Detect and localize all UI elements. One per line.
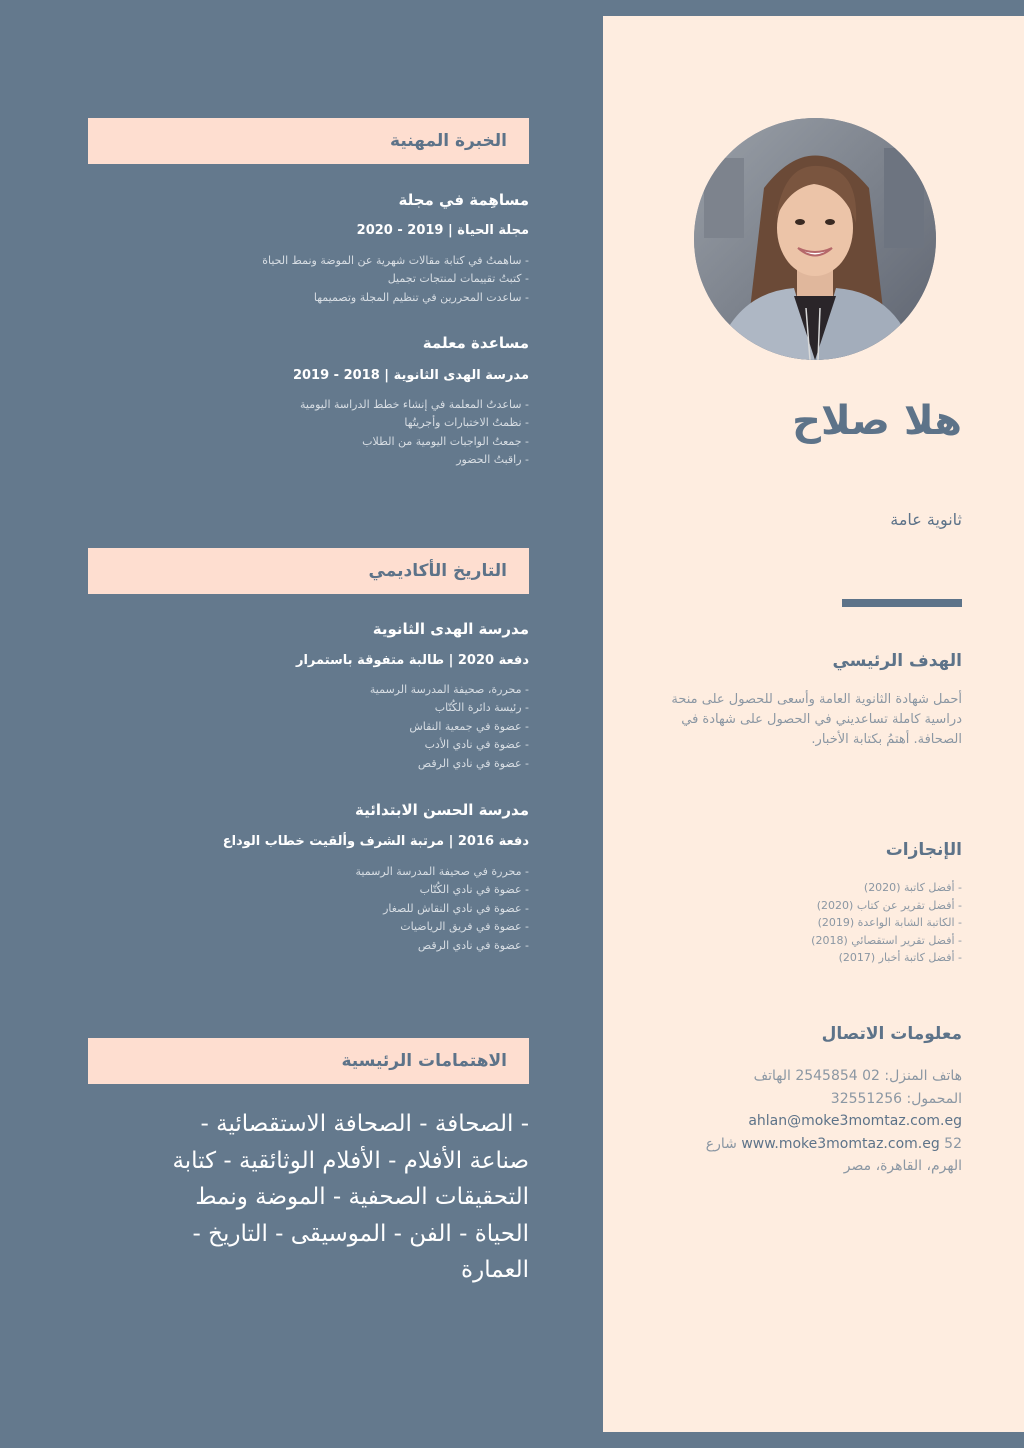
- objective-heading: الهدف الرئيسي: [832, 651, 962, 671]
- school-activities-list: [109, 681, 529, 773]
- interests-banner: [88, 1038, 529, 1084]
- list-item: - عضوة في نادي الرقص: [417, 756, 529, 770]
- achievement-item: - أفضل كاتبة أخبار (2017): [838, 951, 962, 965]
- contact-block: [662, 1065, 962, 1178]
- contact-mobile-line: المحمول: 32551256: [830, 1090, 962, 1107]
- job-duties-list: [109, 396, 529, 470]
- profile-subtitle: ثانوية عامة: [890, 510, 962, 529]
- list-item: - عضوة في جمعية النقاش: [409, 719, 529, 733]
- job-duties-list: [109, 252, 529, 307]
- achievements-heading: الإنجازات: [885, 840, 962, 860]
- experience-heading: الخبرة المهنية: [390, 131, 507, 151]
- list-item: - ساعدتُ المعلمة في إنشاء خطط الدراسة اليومية: [299, 398, 529, 411]
- contact-phone-line: هاتف المنزل: 02 2545854 الهاتف: [753, 1068, 962, 1084]
- contact-heading: معلومات الاتصال: [821, 1024, 962, 1044]
- list-item: - نظمتُ الاختبارات وأجريتُها: [404, 416, 529, 430]
- education-heading: التاريخ الأكاديمي: [368, 561, 507, 581]
- list-item: - جمعتُ الواجبات اليومية من الطلاب: [362, 434, 529, 448]
- list-item: - ساهمتُ في كتابة مقالات شهرية عن الموضة ونمط الحياة: [262, 254, 529, 267]
- school-meta: دفعة 2020 | طالبة متفوقة باستمرار: [295, 653, 529, 668]
- job-title: مساعدة معلمة: [422, 334, 529, 352]
- interests-text: - الصحافة - الصحافة الاستقصائية - صناعة الأفلام - الأفلام الوثائقية - كتابة التحقيقات الصحفية - الموضة ونمط الحياة - الفن - الموسيقى - التاريخ - العمارة: [172, 1111, 529, 1283]
- interests-heading: الاهتمامات الرئيسية: [341, 1051, 507, 1071]
- job-meta: مجلة الحياة | 2019 - 2020: [356, 223, 529, 238]
- list-item: - كتبتُ تقييمات لمنتجات تجميل: [387, 272, 529, 286]
- achievements-list: [662, 879, 962, 967]
- school-title: مدرسة الهدى الثانوية: [372, 620, 529, 638]
- list-item: - محررة، صحيفة المدرسة الرسمية: [369, 683, 529, 696]
- contact-address: الهرم، القاهرة، مصر: [843, 1158, 962, 1174]
- list-item: - راقبتُ الحضور: [456, 453, 529, 467]
- list-item: - عضوة في فريق الرياضيات: [400, 920, 529, 934]
- profile-photo: [694, 118, 936, 360]
- achievement-item: - الكاتبة الشابة الواعدة (2019): [817, 916, 962, 930]
- list-item: - رئيسة دائرة الكُتّاب: [434, 701, 529, 715]
- list-item: - عضوة في نادي الأدب: [424, 738, 529, 752]
- portrait-image: [694, 118, 936, 360]
- list-item: - ساعدت المحررين في تنظيم المجلة وتصميمها: [313, 290, 529, 304]
- divider-bar: [842, 599, 962, 607]
- objective-text: أحمل شهادة الثانوية العامة وأسعى للحصول على منحة دراسية كاملة تساعديني في الحصول على شهادة في الصحافة. أهتمُ بكتابة الأخبار.: [671, 692, 962, 747]
- experience-banner: [88, 118, 529, 164]
- job-title: مساهِمة في مجلة: [398, 191, 529, 209]
- job-meta: مدرسة الهدى الثانوية | 2018 - 2019: [292, 368, 529, 383]
- contact-website-link[interactable]: www.moke3momtaz.com.eg: [741, 1135, 940, 1152]
- list-item: - عضوة في نادي الكُتّاب: [419, 883, 529, 897]
- contact-email-link[interactable]: ahlan@moke3momtaz.com.eg: [748, 1113, 962, 1129]
- education-banner: [88, 548, 529, 594]
- profile-name: هلا صلاح: [792, 398, 962, 444]
- school-meta: دفعة 2016 | مرتبة الشرف وألقيت خطاب الوداع: [222, 834, 529, 849]
- achievement-item: - أفضل تقرير عن كتاب (2020): [816, 898, 962, 912]
- list-item: - محررة في صحيفة المدرسة الرسمية: [355, 865, 529, 878]
- achievement-item: - أفضل تقرير استقصائي (2018): [811, 933, 962, 947]
- contact-address-prefix: 52 شارع: [705, 1135, 962, 1152]
- list-item: - عضوة في نادي النقاش للصغار: [383, 901, 529, 915]
- school-title: مدرسة الحسن الابتدائية: [355, 801, 529, 819]
- school-activities-list: [109, 863, 529, 955]
- list-item: - عضوة في نادي الرقص: [417, 938, 529, 952]
- achievement-item: - أفضل كاتبة (2020): [863, 881, 962, 894]
